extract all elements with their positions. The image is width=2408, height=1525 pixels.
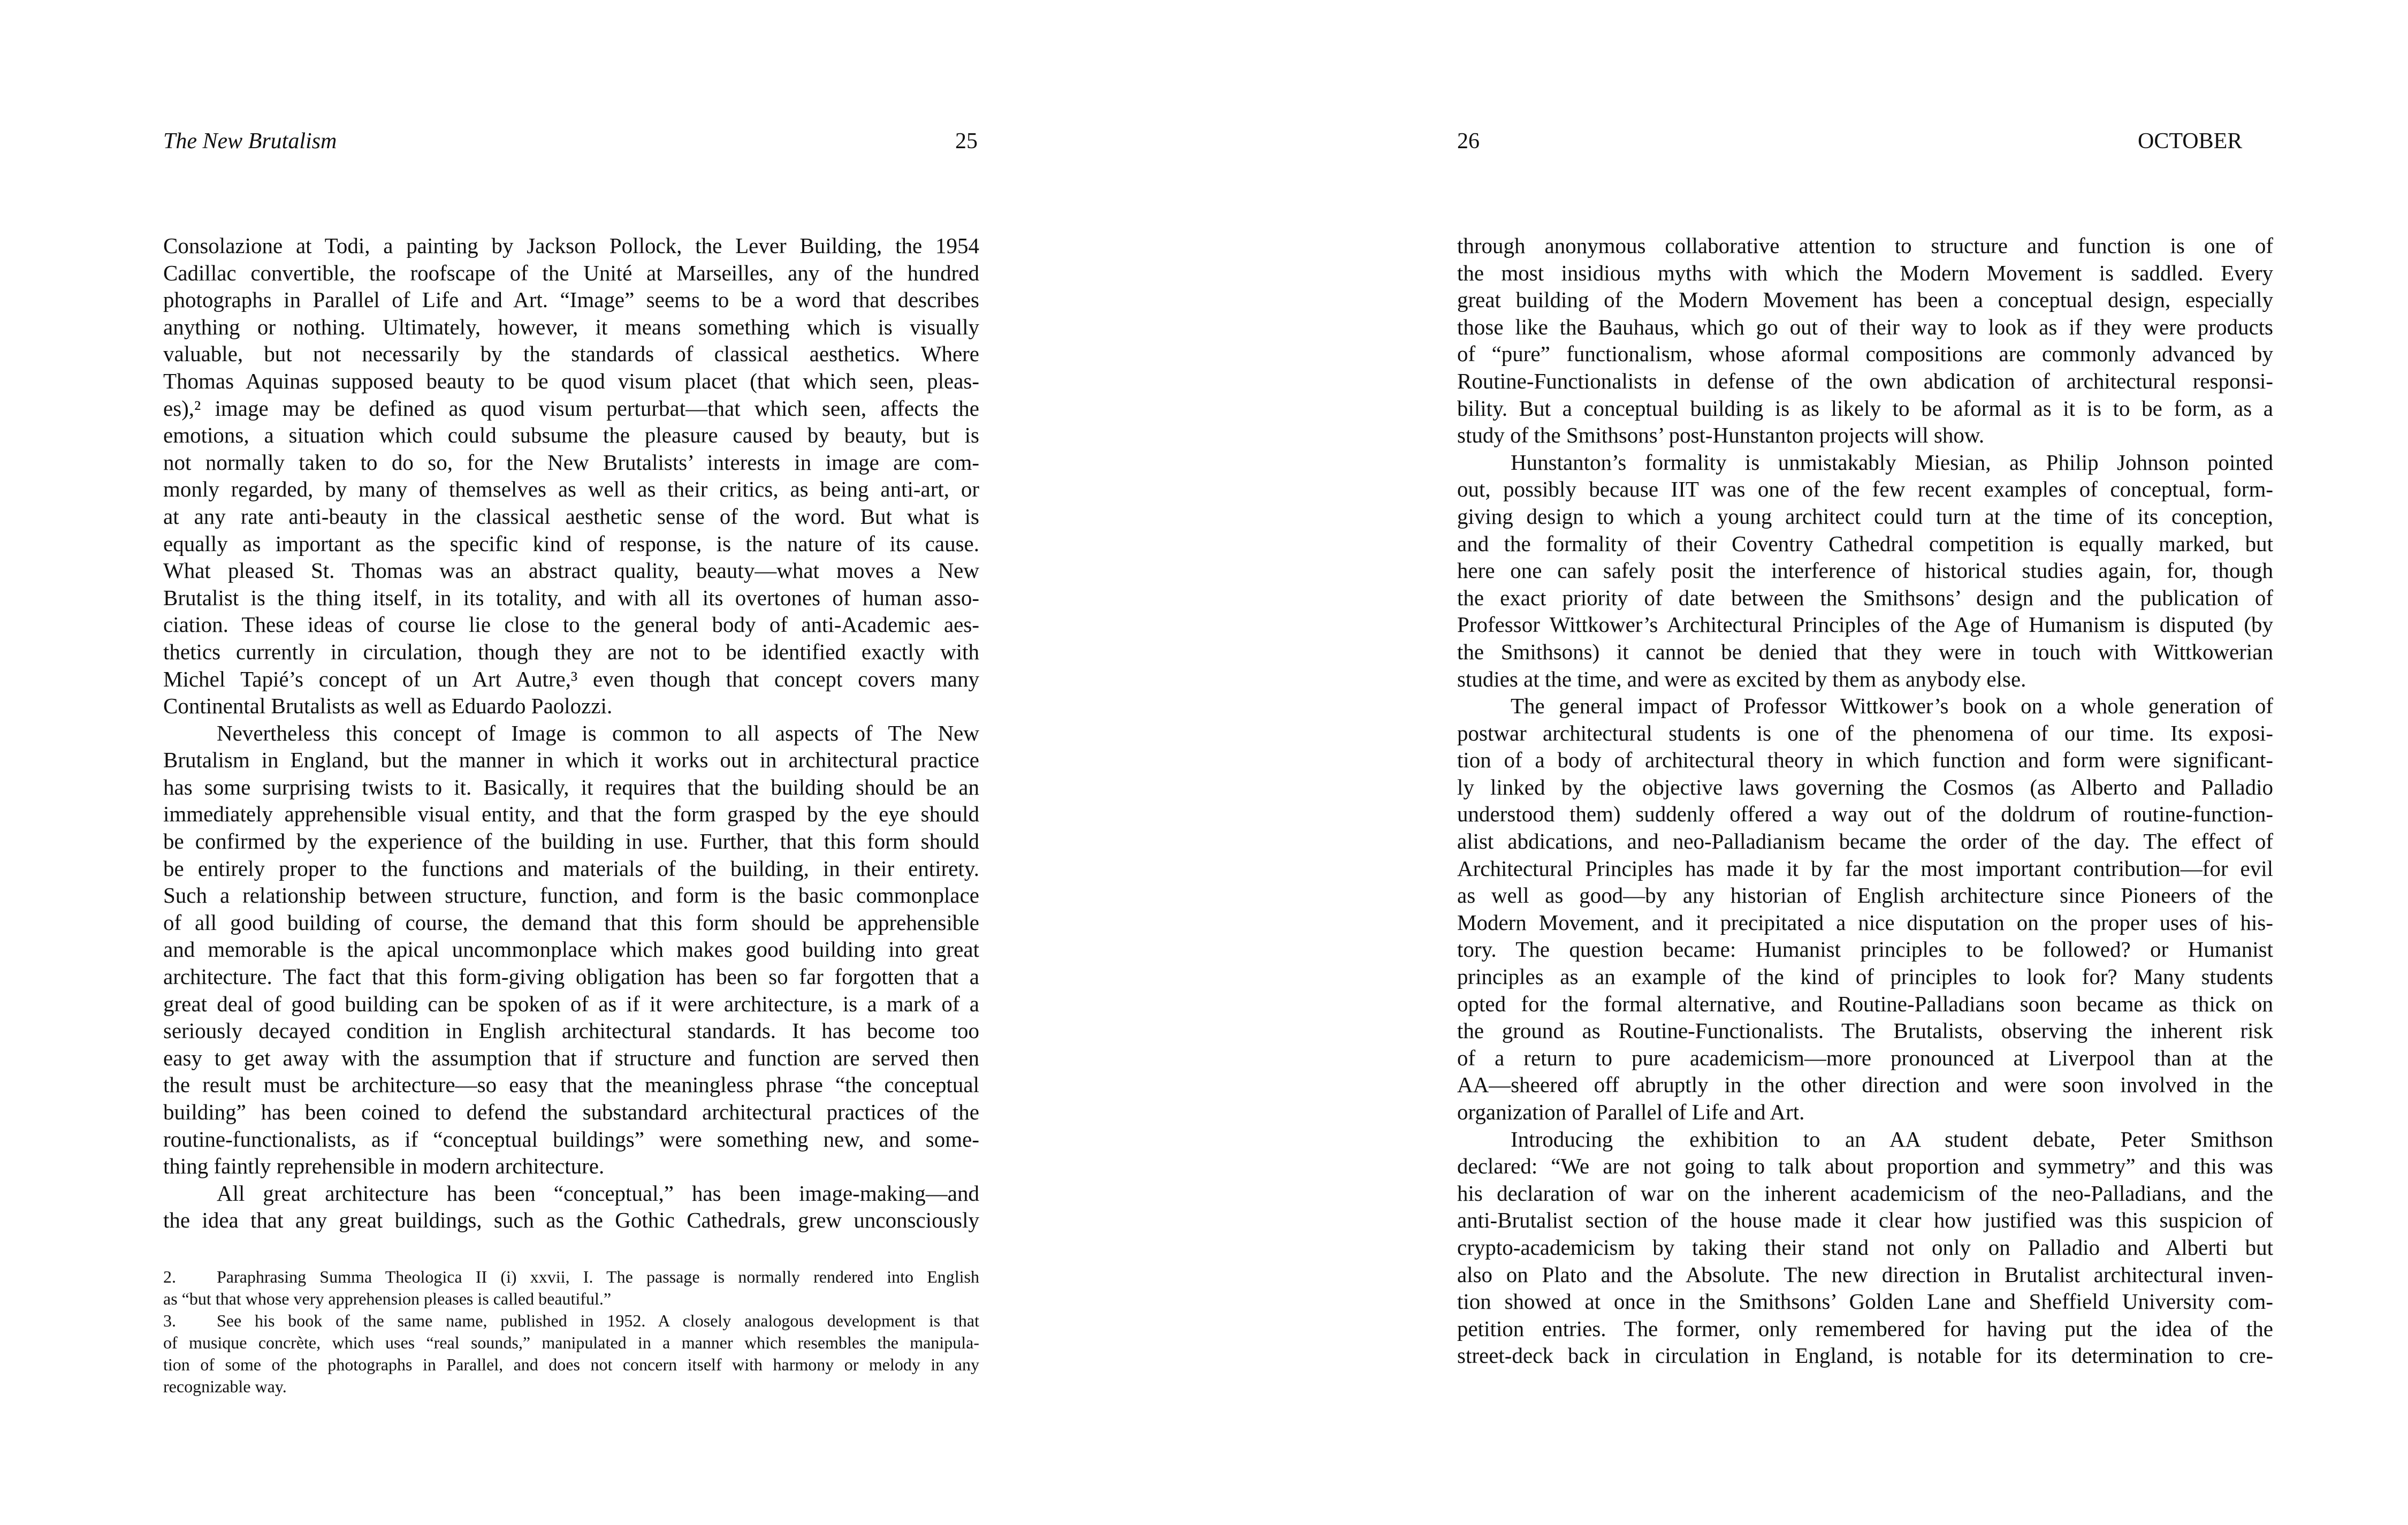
text-line: as well as good—by any historian of English architecture since Pioneers of the <box>1457 883 2273 908</box>
text-line: thetics currently in circulation, though they are not to be identified exactly with <box>163 639 979 664</box>
text-line: of all good building of course, the demand that this form should be apprehensible <box>163 910 979 935</box>
footnote-text: recognizable way. <box>163 1377 287 1396</box>
footnote-number: 3. <box>163 1311 176 1330</box>
text-line: AA—sheered off abruptly in the other direction and were soon involved in the <box>1457 1072 2273 1097</box>
body-text <box>163 232 979 1234</box>
text-line: architecture. The fact that this form-giving obligation has been so far forgotten that a <box>163 964 979 989</box>
text-line: the most insidious myths with which the Modern Movement is saddled. Every <box>1457 260 2273 285</box>
text-line: the Smithsons) it cannot be denied that they were in touch with Wittkowerian <box>1457 639 2273 664</box>
text-line: Cadillac convertible, the roofscape of the Unité at Marseilles, any of the hundred <box>163 260 979 285</box>
footnote-text: of musique concrète, which uses “real sounds,” manipulated in a manner which resembles the manipula- <box>163 1333 979 1352</box>
footnote-line <box>163 1266 979 1288</box>
text-line: What pleased St. Thomas was an abstract quality, beauty—what moves a New <box>163 558 979 583</box>
text-line: opted for the formal alternative, and Routine-Palladians soon became as thick on <box>1457 991 2273 1016</box>
text-line: organization of Parallel of Life and Art. <box>1457 1100 1805 1124</box>
text-line: tory. The question became: Humanist principles to be followed? or Humanist <box>1457 937 2273 962</box>
text-line: photographs in Parallel of Life and Art. “Image” seems to be a word that describes <box>163 287 979 312</box>
running-head: OCTOBER <box>2138 129 2243 154</box>
footnote-number: 2. <box>163 1267 176 1286</box>
text-line: Such a relationship between structure, function, and form is the basic commonplace <box>163 883 979 908</box>
footnote-line <box>163 1354 979 1376</box>
text-line: Introducing the exhibition to an AA student debate, Peter Smithson <box>1511 1126 2273 1152</box>
text-line: studies at the time, and were as excited by them as anybody else. <box>1457 666 2026 691</box>
text-line: Routine-Functionalists in defense of the own abdication of architectural responsi- <box>1457 368 2273 393</box>
footnote-line <box>163 1288 979 1310</box>
body-text <box>1457 232 2273 1369</box>
text-line: those like the Bauhaus, which go out of their way to look as if they were products <box>1457 314 2273 339</box>
text-line: alist abdications, and neo-Palladianism became the order of the day. The effect of <box>1457 829 2273 854</box>
text-line: be confirmed by the experience of the building in use. Further, that this form should <box>163 829 979 854</box>
text-line: street-deck back in circulation in England, is notable for its determination to cre- <box>1457 1343 2273 1368</box>
text-line: through anonymous collaborative attention to structure and function is one of <box>1457 233 2273 258</box>
footnote-text: See his book of the same name, published in 1952. A closely analogous development is that <box>217 1311 979 1330</box>
text-line: at any rate anti-beauty in the classical aesthetic sense of the word. But what is <box>163 504 979 529</box>
text-line: emotions, a situation which could subsume the pleasure caused by beauty, but is <box>163 423 979 448</box>
text-line: building” has been coined to defend the substandard architectural practices of the <box>163 1100 979 1124</box>
text-line: has some surprising twists to it. Basically, it requires that the building should be an <box>163 774 979 799</box>
text-line: easy to get away with the assumption that if structure and function are served then <box>163 1045 979 1070</box>
text-line: the idea that any great buildings, such as the Gothic Cathedrals, grew unconsciously <box>163 1208 979 1233</box>
text-line: giving design to which a young architect could turn at the time of its conception, <box>1457 504 2273 529</box>
text-line: Nevertheless this concept of Image is common to all aspects of The New <box>217 720 979 745</box>
footnote-text: Paraphrasing Summa Theologica II (i) xxvii, I. The passage is normally rendered into English <box>217 1267 979 1286</box>
text-line: anything or nothing. Ultimately, however, it means something which is visually <box>163 314 979 339</box>
text-line: routine-functionalists, as if “conceptual buildings” were something new, and some- <box>163 1126 979 1152</box>
footnote-text: as “but that whose very apprehension pleases is called beautiful.” <box>163 1289 612 1308</box>
text-line: here one can safely posit the interference of historical studies again, for, though <box>1457 558 2273 583</box>
text-line: thing faintly reprehensible in modern architecture. <box>163 1154 605 1179</box>
text-line: study of the Smithsons’ post-Hunstanton projects will show. <box>1457 423 1985 448</box>
footnotes <box>163 1266 979 1398</box>
text-line: seriously decayed condition in English architectural standards. It has become too <box>163 1018 979 1043</box>
text-line: Modern Movement, and it precipitated a nice disputation on the proper uses of his- <box>1457 910 2273 935</box>
text-line: and the formality of their Coventry Cathedral competition is equally marked, but <box>1457 531 2273 556</box>
text-line: crypto-academicism by taking their stand not only on Palladio and Alberti but <box>1457 1234 2273 1260</box>
text-line: great deal of good building can be spoken of as if it were architecture, is a mark of a <box>163 991 979 1016</box>
text-line: postwar architectural students is one of the phenomena of our time. Its exposi- <box>1457 720 2273 745</box>
page-number: 25 <box>955 129 978 154</box>
text-line: ciation. These ideas of course lie close to the general body of anti-Academic aes- <box>163 612 979 637</box>
text-line: out, possibly because IIT was one of the few recent examples of conceptual, form- <box>1457 477 2273 502</box>
text-line: understood them) suddenly offered a way out of the doldrum of routine-function- <box>1457 802 2273 827</box>
text-line: valuable, but not necessarily by the standards of classical aesthetics. Where <box>163 341 979 367</box>
text-line: Brutalist is the thing itself, in its totality, and with all its overtones of human asso- <box>163 585 979 610</box>
text-line: of “pure” functionalism, whose aformal compositions are commonly advanced by <box>1457 341 2273 367</box>
text-line: monly regarded, by many of themselves as well as their critics, as being anti-art, or <box>163 477 979 502</box>
text-line: All great architecture has been “conceptual,” has been image-making—and <box>217 1180 979 1206</box>
text-line: Michel Tapié’s concept of un Art Autre,³ even though that concept covers many <box>163 666 979 691</box>
text-line: Consolazione at Todi, a painting by Jackson Pollock, the Lever Building, the 1954 <box>163 233 979 258</box>
text-line: also on Plato and the Absolute. The new direction in Brutalist architectural inven- <box>1457 1262 2273 1287</box>
text-line: Continental Brutalists as well as Eduardo Paolozzi. <box>163 693 613 719</box>
text-line: his declaration of war on the inherent academicism of the neo-Palladians, and the <box>1457 1180 2273 1206</box>
right-page <box>1204 0 2408 1525</box>
text-line: tion of a body of architectural theory in which function and form were significant- <box>1457 748 2273 773</box>
text-line: great building of the Modern Movement has been a conceptual design, especially <box>1457 287 2273 312</box>
footnote-line <box>163 1376 979 1398</box>
text-line: of a return to pure academicism—more pronounced at Liverpool than at the <box>1457 1045 2273 1070</box>
text-line: Architectural Principles has made it by far the most important contribution—for evil <box>1457 856 2273 881</box>
text-line: es),² image may be defined as quod visum perturbat—that which seen, affects the <box>163 395 979 421</box>
text-line: ly linked by the objective laws governing the Cosmos (as Alberto and Palladio <box>1457 774 2273 799</box>
text-line: immediately apprehensible visual entity, and that the form grasped by the eye should <box>163 802 979 827</box>
text-line: declared: “We are not going to talk about proportion and symmetry” and this was <box>1457 1154 2273 1179</box>
text-line: the result must be architecture—so easy that the meaningless phrase “the conceptual <box>163 1072 979 1097</box>
text-line: Professor Wittkower’s Architectural Principles of the Age of Humanism is disputed (by <box>1457 612 2273 637</box>
text-line: and memorable is the apical uncommonplace which makes good building into great <box>163 937 979 962</box>
text-line: Hunstanton’s formality is unmistakably Miesian, as Philip Johnson pointed <box>1511 449 2273 475</box>
text-line: Thomas Aquinas supposed beauty to be quod visum placet (that which seen, pleas- <box>163 368 979 393</box>
running-head: The New Brutalism <box>163 129 337 154</box>
text-line: be entirely proper to the functions and materials of the building, in their entirety. <box>163 856 979 881</box>
footnote-text: tion of some of the photographs in Parallel, and does not concern itself with harmony or melody in any <box>163 1355 979 1374</box>
text-line: the exact priority of date between the Smithsons’ design and the publication of <box>1457 585 2273 610</box>
text-line: equally as important as the specific kind of response, is the nature of its cause. <box>163 531 979 556</box>
text-line: The general impact of Professor Wittkower’s book on a whole generation of <box>1511 693 2273 719</box>
text-line: principles as an example of the kind of principles to look for? Many students <box>1457 964 2273 989</box>
text-line: Brutalism in England, but the manner in which it works out in architectural practice <box>163 748 979 773</box>
text-line: anti-Brutalist section of the house made it clear how justified was this suspicion of <box>1457 1208 2273 1233</box>
footnote-line <box>163 1332 979 1354</box>
text-line: tion showed at once in the Smithsons’ Golden Lane and Sheffield University com- <box>1457 1289 2273 1314</box>
text-line: petition entries. The former, only remembered for having put the idea of the <box>1457 1316 2273 1341</box>
text-line: the ground as Routine-Functionalists. The Brutalists, observing the inherent risk <box>1457 1018 2273 1043</box>
text-line: not normally taken to do so, for the New Brutalists’ interests in image are com- <box>163 449 979 475</box>
text-line: bility. But a conceptual building is as likely to be aformal as it is to be form, as a <box>1457 395 2273 421</box>
page-number: 26 <box>1457 129 1480 154</box>
footnote-line <box>163 1310 979 1332</box>
